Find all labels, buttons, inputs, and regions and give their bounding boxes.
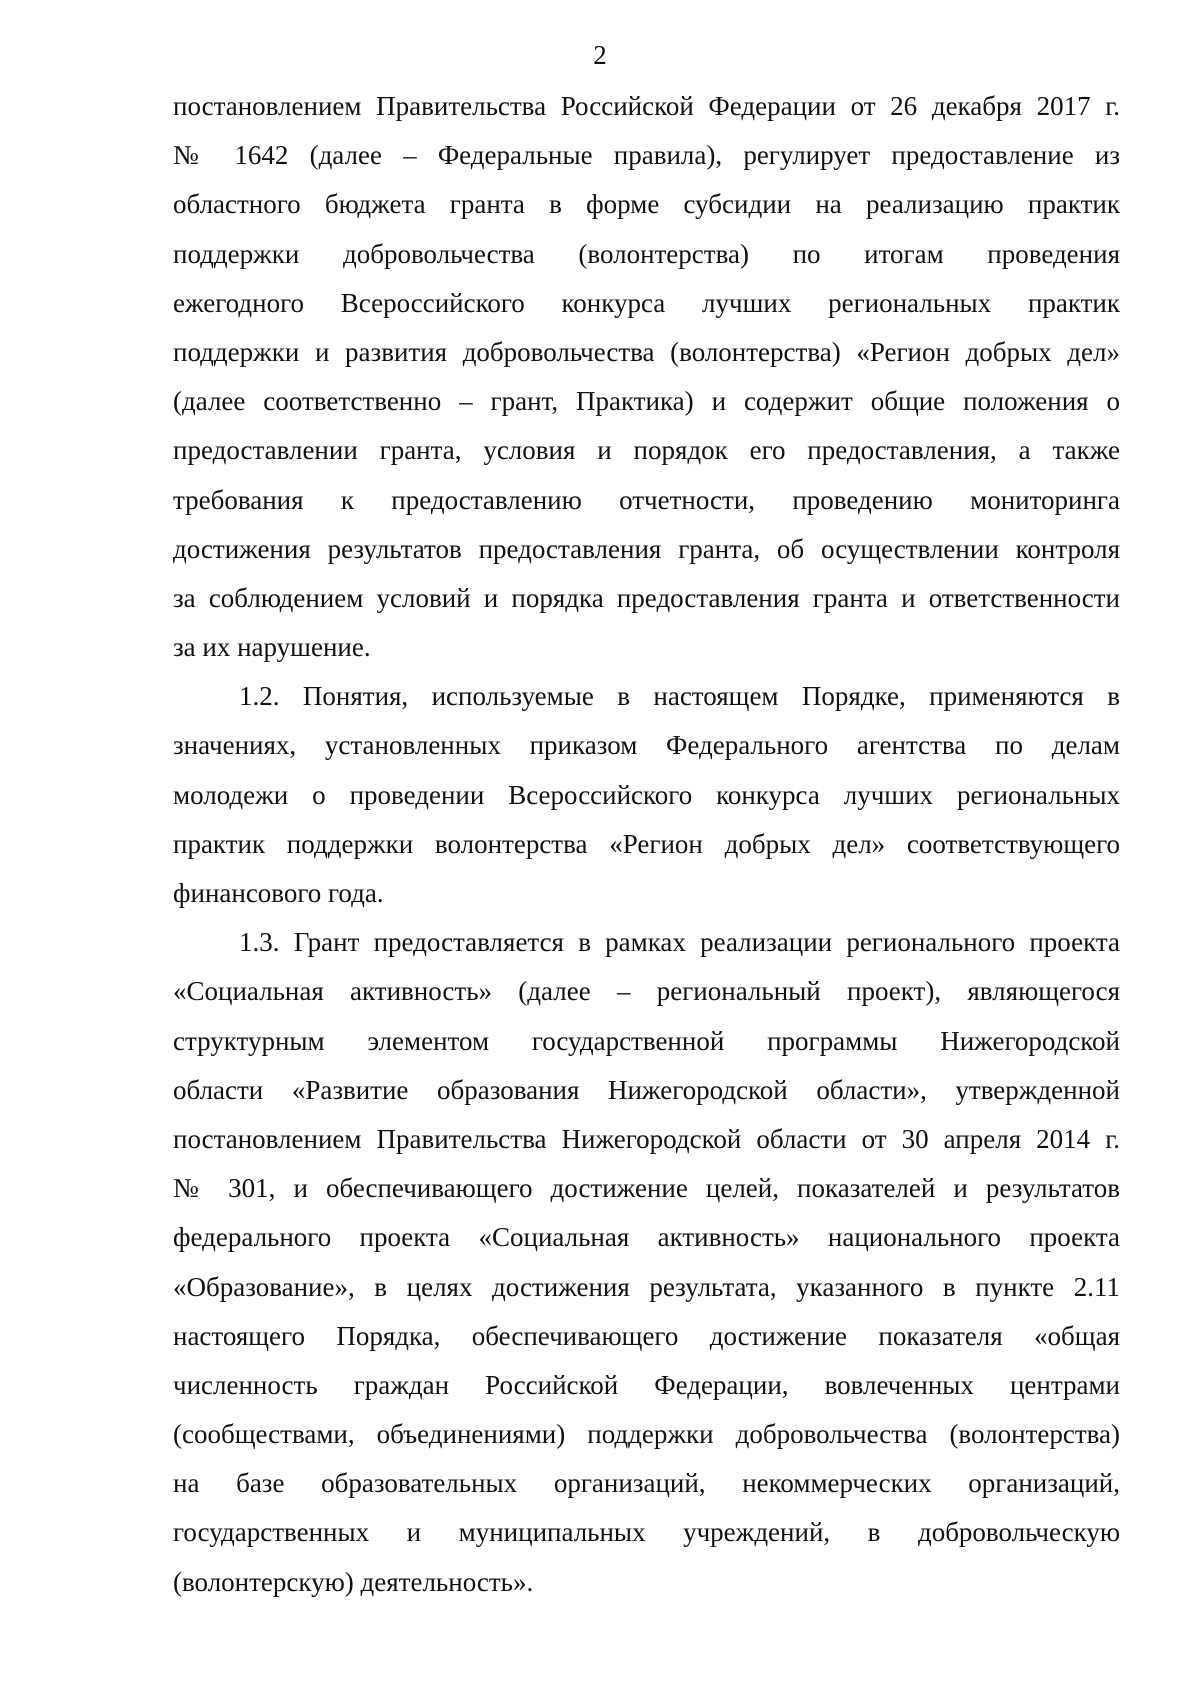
text-line: постановлением Правительства Нижегородской области от 30 апреля 2014 г. bbox=[173, 1123, 1120, 1154]
text-line: областного бюджета гранта в форме субсидии на реализацию практик bbox=[173, 189, 1120, 220]
paragraph-1-2 bbox=[173, 672, 1120, 918]
page-number: 2 bbox=[593, 40, 607, 70]
text-line: требования к предоставлению отчетности, проведению мониторинга bbox=[173, 484, 1120, 515]
text-line: области «Развитие образования Нижегородской области», утвержденной bbox=[173, 1074, 1120, 1105]
document-body bbox=[173, 82, 1120, 1607]
text-line: за их нарушение. bbox=[173, 632, 371, 663]
text-line: (сообществами, объединениями) поддержки добровольчества (волонтерства) bbox=[173, 1419, 1120, 1450]
text-line: за соблюдением условий и порядка предоставления гранта и ответственности bbox=[173, 582, 1120, 613]
text-line: ежегодного Всероссийского конкурса лучших региональных практик bbox=[173, 287, 1120, 318]
text-line: настоящего Порядка, обеспечивающего достижение показателя «общая bbox=[173, 1320, 1120, 1351]
text-line: (далее соответственно – грант, Практика) и содержит общие положения о bbox=[173, 386, 1120, 417]
text-line: поддержки и развития добровольчества (волонтерства) «Регион добрых дел» bbox=[173, 336, 1120, 367]
text-line: № 1642 (далее – Федеральные правила), регулирует предоставление из bbox=[173, 140, 1120, 171]
paragraph-1 bbox=[173, 82, 1120, 672]
text-line: (волонтерскую) деятельность». bbox=[173, 1566, 534, 1597]
text-line: предоставлении гранта, условия и порядок его предоставления, а также bbox=[173, 435, 1120, 466]
text-line: «Образование», в целях достижения результата, указанного в пункте 2.11 bbox=[173, 1271, 1120, 1302]
text-line: федерального проекта «Социальная активность» национального проекта bbox=[173, 1222, 1120, 1253]
text-line: 1.2. Понятия, используемые в настоящем Порядке, применяются в bbox=[239, 681, 1120, 712]
text-line: государственных и муниципальных учреждений, в добровольческую bbox=[173, 1517, 1120, 1548]
text-line: поддержки добровольчества (волонтерства) по итогам проведения bbox=[173, 238, 1120, 269]
text-line: финансового года. bbox=[173, 878, 384, 908]
text-line: достижения результатов предоставления гранта, об осуществлении контроля bbox=[173, 533, 1120, 564]
text-line: «Социальная активность» (далее – региональный проект), являющегося bbox=[173, 976, 1120, 1007]
text-line: № 301, и обеспечивающего достижение целей, показателей и результатов bbox=[173, 1173, 1120, 1204]
text-line: 1.3. Грант предоставляется в рамках реализации регионального проекта bbox=[239, 927, 1120, 958]
text-line: на базе образовательных организаций, некоммерческих организаций, bbox=[173, 1468, 1120, 1499]
text-line: структурным элементом государственной программы Нижегородской bbox=[173, 1025, 1120, 1056]
text-line: молодежи о проведении Всероссийского конкурса лучших региональных bbox=[173, 779, 1120, 810]
paragraph-1-3 bbox=[173, 918, 1120, 1607]
text-line: численность граждан Российской Федерации, вовлеченных центрами bbox=[173, 1369, 1120, 1400]
text-line: значениях, установленных приказом Федерального агентства по делам bbox=[173, 730, 1120, 761]
text-line: практик поддержки волонтерства «Регион добрых дел» соответствующего bbox=[173, 828, 1120, 859]
text-line: постановлением Правительства Российской Федерации от 26 декабря 2017 г. bbox=[173, 91, 1120, 121]
